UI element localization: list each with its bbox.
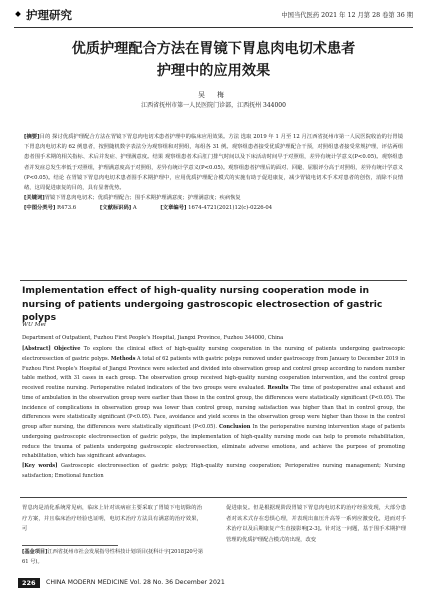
keywords-cn xyxy=(24,193,403,203)
body-column-left: 胃息肉是消化系统常见病，临床上针对该病症主要采取了胃镜下电切除的治疗方案，并且临床治疗经验也证明，电切术治疗方法具有满意的治疗效果，可 xyxy=(22,505,202,532)
article-title-cn xyxy=(20,38,407,82)
conclusion-label: Conclusion xyxy=(218,424,251,430)
funding-label: [基金项目] xyxy=(22,549,48,555)
header-rule xyxy=(14,27,413,28)
keywords-en xyxy=(22,462,405,482)
title-cn-line-1: 优质护理配合方法在胃镜下胃息肉电切术患者 xyxy=(71,41,356,57)
doc-code-value: A xyxy=(132,205,137,212)
keywords-cn-text: 胃镜下胃息肉电切术；优质护理配合；围手术期护理满意度；护理满意度；疾病恢复 xyxy=(44,195,241,202)
abstract-en-label: [Abstract] xyxy=(22,346,51,352)
footnote-rule xyxy=(22,545,118,546)
running-header xyxy=(14,6,413,28)
article-number-value: 1674-4721(2021)12(c)-0226-04 xyxy=(188,205,273,212)
journal-citation: 中国当代医药 2021 年 12 月第 28 卷第 36 期 xyxy=(281,12,413,19)
objective-text: To explore the clinical effect of high-quality nursing cooperation in the nursing of patients undergoing gastroscopic electroresection of gastric polyps. xyxy=(22,346,405,362)
results-label: Results xyxy=(267,385,289,391)
funding-text: 江西省抚州市社会发展指导性科技计划项目(抚科计字[2018]20号第 61 号)。 xyxy=(22,549,204,565)
affiliation-en: Department of Outpatient, Fuzhou First People's Hospital, Jiangxi Province, Fuzhou 344000, China xyxy=(22,335,284,341)
abstract-cn-label: [摘要] xyxy=(24,134,40,140)
page-footer xyxy=(18,578,413,590)
funding-note xyxy=(22,548,204,567)
section-title: 护理研究 xyxy=(26,8,72,22)
keywords-en-text: Gastroscopic electroresection of gastric polyp; High-quality nursing cooperation; Perioperative nursing management; Nursing satisfaction; Emotional function xyxy=(22,463,405,479)
classification-row xyxy=(24,203,403,213)
body-column-right: 促进康复。但是根据现阶段胃镜下胃息肉电切术的治疗经验发现，大部分患者对该术式存在恐惧心理，并表现出血压升高等一系列应激变化，进而对手术治疗以及后期康复产生直接影响[2-3]。针对这一问题，基于围手术期护理管理的优质护理配合模式的出现，改变 xyxy=(226,505,406,543)
results-text: The time of postoperative anal exhaust and time of ambulation in the observation group were earlier than those in the control group, the differences were statistically significant (P<0.05). The incidence of complications in observation group was lower than control group, nursing satisfaction was higher than that in control group, the differences were statistically significant (P<0.05). Face, avoidance and yield scores in the observation group were higher than those in the control group after nursing, the differences were statistically significant (P<0.05). xyxy=(22,385,405,430)
doc-code-label: [文献标识码] xyxy=(99,205,132,212)
body-divider xyxy=(20,497,407,498)
abstract-en xyxy=(22,345,405,462)
clc-label: [中图分类号] xyxy=(24,205,56,212)
abstract-cn xyxy=(24,132,403,193)
clc-value: R473.6 xyxy=(57,205,77,212)
diamond-icon xyxy=(15,11,21,17)
section-divider xyxy=(20,280,407,281)
keywords-en-label: [Key words] xyxy=(22,463,58,469)
abstract-cn-block xyxy=(24,132,403,214)
affiliation-cn: 江西省抚州市第一人民医院门诊部，江西抚州 344000 xyxy=(141,102,286,109)
methods-label: Methods xyxy=(110,355,136,362)
author-en: WU Mei xyxy=(22,322,46,328)
footer-journal: CHINA MODERN MEDICINE Vol. 28 No. 36 December 2021 xyxy=(46,579,225,586)
page-number: 226 xyxy=(18,578,40,588)
author-cn: 吴 梅 xyxy=(198,91,229,99)
article-title-en: Implementation effect of high-quality nursing cooperation mode in nursing of patients undergoing gastroscopic electrosection of gastric polyps xyxy=(22,285,383,324)
title-cn-line-2: 护理中的应用效果 xyxy=(156,63,271,79)
abstract-cn-text: 目的 探讨优质护理配合方法在胃镜下胃息肉电切术患者护理中的临床应用效果。方法 选取 2019 年 1 月至 12 月江西省抚州市第一人民医院收治的行胃镜下胃息肉电切术的 62 例患者，按照随机数字表法分为观察组和对照组，每组各 31 例。观察组患者接受优质护理配合干预，对照组患者接受常规护理，评估两组患者围手术期的相关指标、术后并发症、护理满意度。结果 观察组患者术后肛门排气时间以及下床活动时间早于对照组，差异有统计学意义(P<0.05)。观察组患者并发症总发生率低于对照组，护理满意度高于对照组，差异有统计学意义(P<0.05)。观察组患者护理后的面对、回避、屈服评分高于对照组，差异有统计学意义(P<0.05)。结论 在胃镜下胃息肉电切术患者围手术期护理中，应用优质护理配合模式的实施有助于促进康复，减少胃镜电切术手术对患者的创伤，消除不良情绪，这周促进康复的目的，具有显著优势。 xyxy=(24,134,403,192)
article-number-label: [文章编号] xyxy=(160,205,187,212)
methods-text: A total of 62 patients with gastric polyps removed under gastroscopy from January to December 2019 in Fuzhou First People's Hospital of Jiangxi Province were selected and divided into observation group and control group according to random number table method, with 31 cases in each group. The observation group received high-quality nursing cooperation intervention, and the control group received routine nursing. Perioperative related indicators of the two groups were evaluated. xyxy=(22,355,405,391)
conclusion-text: In the perioperative nursing intervention stage of patients undergoing gastroscopic electroresection of gastric polyps, the implementation of high-quality nursing mode can help to promote rehabilitation, reduce the trauma of patients undergoing gastroscopic electroresection, eliminate adverse emotions, and achieve the purpose of promoting rehabilitation, which has significant advantages. xyxy=(22,424,405,460)
keywords-cn-label: [关键词] xyxy=(24,195,45,202)
abstract-en-block xyxy=(22,345,405,482)
objective-label: Objective xyxy=(54,346,81,352)
